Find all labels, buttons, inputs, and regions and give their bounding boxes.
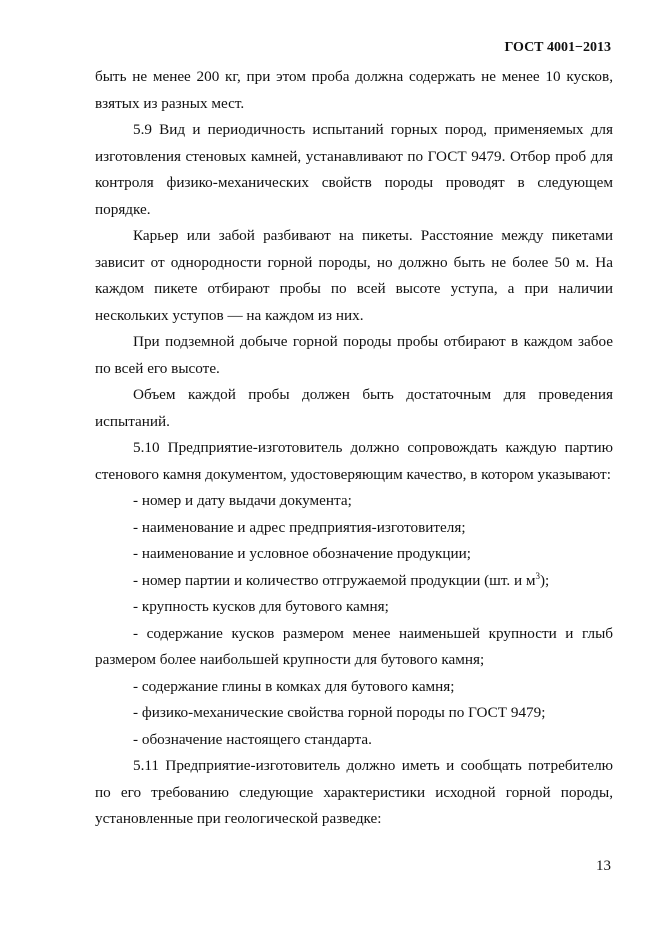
- list-item: - физико-механические свойства горной породы по ГОСТ 9479;: [133, 704, 546, 721]
- list-item: - содержание глины в комках для бутового камня;: [133, 677, 455, 695]
- list-item: - наименование и адрес предприятия-изготовителя;: [133, 518, 466, 536]
- list-item-quantity: [95, 568, 613, 595]
- list-item-quantity-end: );: [540, 571, 550, 589]
- list-item: - обозначение настоящего стандарта.: [133, 730, 372, 748]
- page-number: 13: [596, 858, 611, 874]
- list-item: - номер и дату выдачи документа;: [133, 492, 352, 509]
- paragraph-sample-volume: Объем каждой пробы должен быть достаточным для проведения испытаний.: [95, 386, 613, 430]
- list-item-wrapped: - содержание кусков размером менее наименьшей крупности и глыб размером более наибольшей крупности для бутового камня;: [95, 624, 613, 668]
- list-item: - наименование и условное обозначение продукции;: [133, 545, 472, 562]
- document-body: [95, 64, 613, 833]
- paragraph-5-9: 5.9 Вид и периодичность испытаний горных пород, применяемых для изготовления стеновых камней, устанавливают по ГОСТ 9479. Отбор проб для контроля физико-механических свойств породы проводят в следующем порядке.: [95, 121, 613, 218]
- paragraph-pickets: Карьер или забой разбивают на пикеты. Расстояние между пикетами зависит от однородности горной породы, но должно быть не более 50 м. На каждом пикете отбирают пробы по всей высоте уступа, а при наличии нескольких уступов — на каждом из них.: [95, 227, 613, 324]
- list-item-quantity-text: - номер партии и количество отгружаемой продукции (шт. и м: [133, 571, 536, 589]
- paragraph-underground: При подземной добыче горной породы пробы отбирают в каждом забое по всей его высоте.: [95, 333, 613, 377]
- document-header: ГОСТ 4001−2013: [504, 40, 611, 55]
- paragraph-5-11: 5.11 Предприятие-изготовитель должно иметь и сообщать потребителю по его требованию следующие характеристики исходной горной породы, установленные при геологической разведке:: [95, 757, 613, 827]
- paragraph-5-10: 5.10 Предприятие-изготовитель должно сопровождать каждую партию стенового камня документом, удостоверяющим качество, в котором указывают:: [95, 439, 613, 483]
- list-item: - крупность кусков для бутового камня;: [133, 598, 389, 615]
- paragraph-continuation: быть не менее 200 кг, при этом проба должна содержать не менее 10 кусков, взятых из разных мест.: [95, 68, 613, 112]
- cubic-superscript: 3: [535, 570, 540, 581]
